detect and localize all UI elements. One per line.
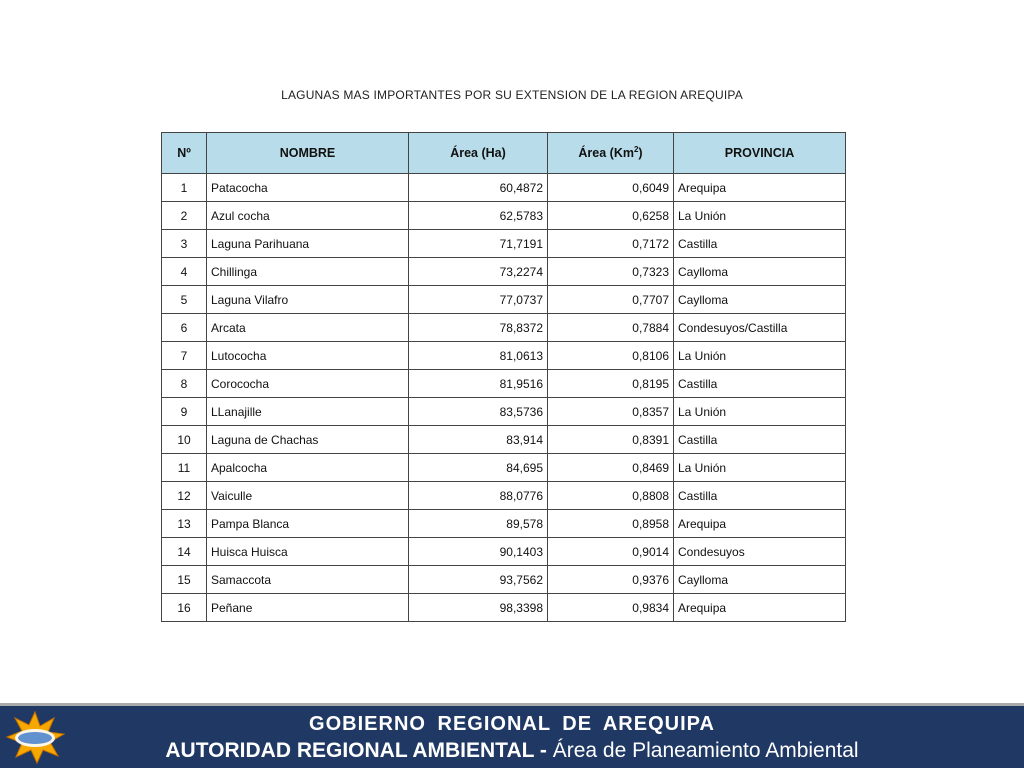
row-area-km: 0,8106: [548, 342, 674, 370]
page-title: LAGUNAS MAS IMPORTANTES POR SU EXTENSION DE LA REGION AREQUIPA: [281, 88, 743, 102]
table-row: [162, 314, 846, 342]
row-num: 9: [162, 398, 207, 426]
row-name: Huisca Huisca: [207, 538, 409, 566]
row-province: Arequipa: [674, 594, 846, 622]
row-num: 4: [162, 258, 207, 286]
row-area-ha: 98,3398: [409, 594, 548, 622]
footer-subtitle-bold: AUTORIDAD REGIONAL AMBIENTAL -: [165, 739, 553, 762]
row-area-km: 0,7323: [548, 258, 674, 286]
table-row: [162, 342, 846, 370]
row-name: Vaiculle: [207, 482, 409, 510]
row-area-km: 0,8469: [548, 454, 674, 482]
row-area-km: 0,7707: [548, 286, 674, 314]
row-area-km: 0,8808: [548, 482, 674, 510]
row-area-km: 0,8391: [548, 426, 674, 454]
row-area-ha: 71,7191: [409, 230, 548, 258]
lagunas-table: [161, 132, 846, 622]
row-name: LLanajille: [207, 398, 409, 426]
row-name: Azul cocha: [207, 202, 409, 230]
row-province: La Unión: [674, 342, 846, 370]
row-province: Caylloma: [674, 258, 846, 286]
row-province: La Unión: [674, 202, 846, 230]
row-name: Arcata: [207, 314, 409, 342]
row-area-ha: 77,0737: [409, 286, 548, 314]
row-area-ha: 83,5736: [409, 398, 548, 426]
table-row: [162, 286, 846, 314]
row-area-km: 0,8357: [548, 398, 674, 426]
row-area-ha: 81,9516: [409, 370, 548, 398]
table-row: [162, 174, 846, 202]
table-row: [162, 258, 846, 286]
header-area-ha: Área (Ha): [409, 133, 548, 174]
row-province: Condesuyos/Castilla: [674, 314, 846, 342]
row-num: 1: [162, 174, 207, 202]
row-area-ha: 93,7562: [409, 566, 548, 594]
row-province: Castilla: [674, 482, 846, 510]
row-area-km: 0,9376: [548, 566, 674, 594]
row-name: Lutococha: [207, 342, 409, 370]
header-num: Nº: [162, 133, 207, 174]
row-num: 7: [162, 342, 207, 370]
table-row: [162, 510, 846, 538]
row-area-km: 0,8195: [548, 370, 674, 398]
table-row: [162, 230, 846, 258]
table-row: [162, 594, 846, 622]
table-row: [162, 370, 846, 398]
row-num: 11: [162, 454, 207, 482]
row-area-km: 0,9834: [548, 594, 674, 622]
header-province: PROVINCIA: [674, 133, 846, 174]
row-name: Peñane: [207, 594, 409, 622]
footer-title: GOBIERNO REGIONAL DE AREQUIPA: [309, 713, 715, 735]
table-body: [162, 174, 846, 622]
row-area-ha: 90,1403: [409, 538, 548, 566]
row-num: 2: [162, 202, 207, 230]
row-num: 3: [162, 230, 207, 258]
row-name: Corococha: [207, 370, 409, 398]
row-province: Arequipa: [674, 174, 846, 202]
row-area-ha: 62,5783: [409, 202, 548, 230]
row-num: 13: [162, 510, 207, 538]
row-name: Apalcocha: [207, 454, 409, 482]
row-area-ha: 84,695: [409, 454, 548, 482]
row-area-km: 0,8958: [548, 510, 674, 538]
row-area-km: 0,7172: [548, 230, 674, 258]
table-row: [162, 398, 846, 426]
row-area-ha: 60,4872: [409, 174, 548, 202]
row-area-km: 0,6049: [548, 174, 674, 202]
footer-subtitle-rest: Área de Planeamiento Ambiental: [552, 739, 859, 762]
row-area-ha: 81,0613: [409, 342, 548, 370]
row-name: Laguna Vilafro: [207, 286, 409, 314]
header-name: NOMBRE: [207, 133, 409, 174]
row-area-km: 0,6258: [548, 202, 674, 230]
row-name: Laguna Parihuana: [207, 230, 409, 258]
header-area-km-sup: 2: [633, 145, 639, 155]
row-province: Arequipa: [674, 510, 846, 538]
row-province: Condesuyos: [674, 538, 846, 566]
row-num: 8: [162, 370, 207, 398]
row-province: La Unión: [674, 398, 846, 426]
row-num: 10: [162, 426, 207, 454]
row-num: 16: [162, 594, 207, 622]
table-row: [162, 566, 846, 594]
table-header-row: [162, 133, 846, 174]
row-province: La Unión: [674, 454, 846, 482]
table-row: [162, 538, 846, 566]
table-row: [162, 482, 846, 510]
footer-subtitle: [0, 739, 1024, 763]
header-area-km-close: ): [638, 146, 643, 161]
header-area-km: [548, 133, 674, 174]
row-name: Pampa Blanca: [207, 510, 409, 538]
row-area-ha: 78,8372: [409, 314, 548, 342]
row-num: 5: [162, 286, 207, 314]
row-name: Samaccota: [207, 566, 409, 594]
header-area-km-base: Área (Km: [578, 146, 634, 161]
row-province: Castilla: [674, 370, 846, 398]
row-num: 12: [162, 482, 207, 510]
row-area-ha: 88,0776: [409, 482, 548, 510]
footer-bar: [0, 703, 1024, 768]
row-area-ha: 83,914: [409, 426, 548, 454]
row-num: 6: [162, 314, 207, 342]
table-row: [162, 426, 846, 454]
row-num: 15: [162, 566, 207, 594]
row-area-km: 0,9014: [548, 538, 674, 566]
table-row: [162, 202, 846, 230]
row-area-ha: 89,578: [409, 510, 548, 538]
row-province: Castilla: [674, 230, 846, 258]
row-province: Castilla: [674, 426, 846, 454]
row-name: Patacocha: [207, 174, 409, 202]
row-province: Caylloma: [674, 286, 846, 314]
table-row: [162, 454, 846, 482]
row-name: Laguna de Chachas: [207, 426, 409, 454]
row-area-ha: 73,2274: [409, 258, 548, 286]
row-num: 14: [162, 538, 207, 566]
row-name: Chillinga: [207, 258, 409, 286]
row-province: Caylloma: [674, 566, 846, 594]
row-area-km: 0,7884: [548, 314, 674, 342]
